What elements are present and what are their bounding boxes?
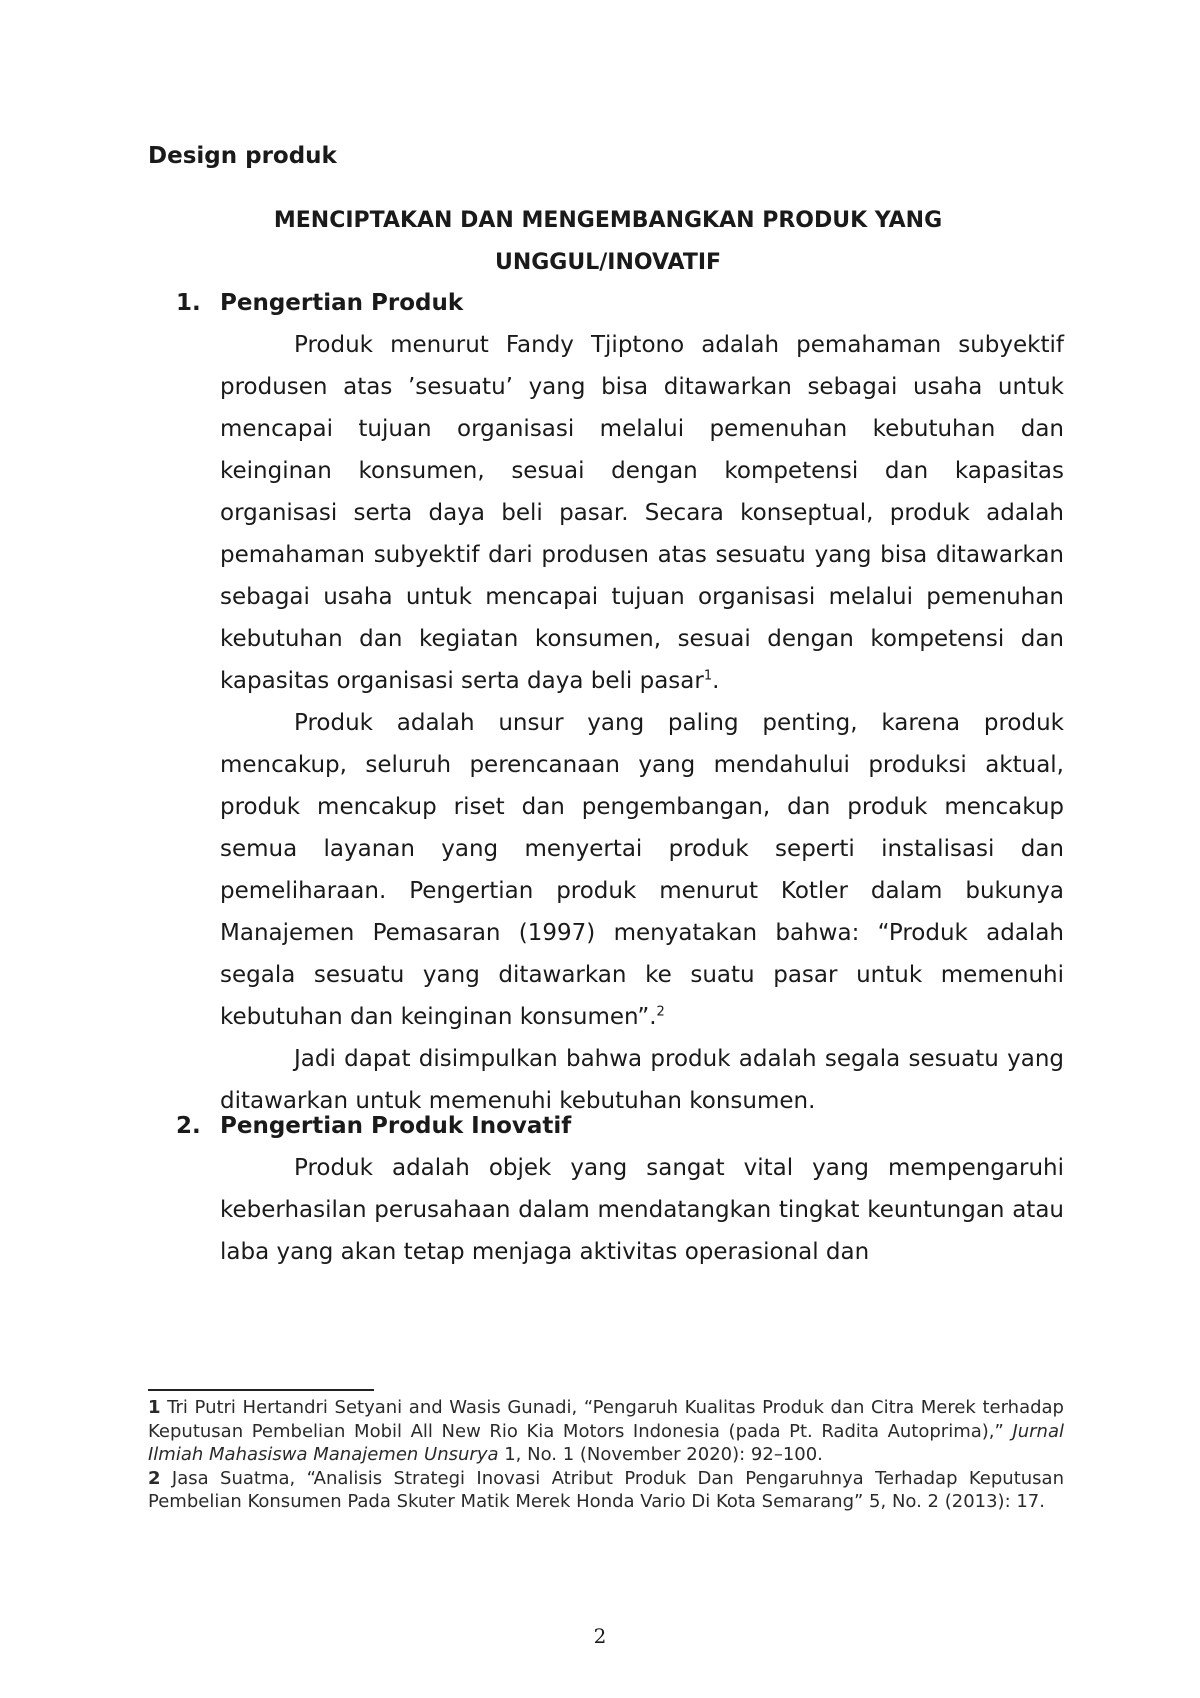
footnote-text: 1, No. 1 (November 2020): 92–100. xyxy=(504,1444,823,1466)
footnote-reference[interactable]: 1 xyxy=(703,668,713,684)
footnote-journal: Jurnal Ilmiah Mahasiswa Manajemen Unsurya xyxy=(148,1420,1064,1466)
chapter-title-line-2: UNGGUL/INOVATIF xyxy=(494,250,722,275)
section-number: 1. xyxy=(176,290,201,316)
footnote-text: Tri Putri Hertandri Setyani and Wasis Gunadi, “Pengaruh Kualitas Produk dan Citra Merek terhadap Keputusan Pembelian Mobil All New Rio Kia Motors Indonesia (pada Pt. Radita Autoprima),” xyxy=(148,1397,1064,1442)
section-heading xyxy=(176,282,1064,324)
footnote-2 xyxy=(148,1467,1064,1514)
paragraph-text: Produk menurut Fandy Tjiptono adalah pemahaman subyektif produsen atas ’sesuatu’ yang bisa ditawarkan sebagai usaha untuk mencapai tujuan organisasi melalui pemenuhan kebutuhan dan keinginan konsumen, sesuai dengan kompetensi dan kapasitas organisasi serta daya beli pasar. Secara konseptual, produk adalah pemahaman subyektif dari produsen atas sesuatu yang bisa ditawarkan sebagai usaha untuk mencapai tujuan organisasi melalui pemenuhan kebutuhan dan kegiatan konsumen, sesuai dengan kompetensi dan kapasitas organisasi serta daya beli pasar xyxy=(220,332,1064,694)
chapter-title-line-1: MENCIPTAKAN DAN MENGEMBANGKAN PRODUK YANG xyxy=(273,208,943,233)
paragraph xyxy=(220,702,1064,1038)
footnote-1 xyxy=(148,1396,1064,1467)
paragraph xyxy=(220,324,1064,702)
paragraph: Jadi dapat disimpulkan bahwa produk adalah segala sesuatu yang ditawarkan untuk memenuhi kebutuhan konsumen. xyxy=(220,1046,1064,1114)
section-pengertian-produk xyxy=(176,282,1064,1122)
footnote-separator xyxy=(148,1389,374,1391)
footnote-mark: 2 xyxy=(148,1467,161,1489)
footnote-mark: 1 xyxy=(148,1397,161,1418)
footnote-reference[interactable]: 2 xyxy=(656,1004,665,1020)
section-body xyxy=(220,324,1064,1122)
paragraph: Produk adalah objek yang sangat vital yang mempengaruhi keberhasilan perusahaan dalam mendatangkan tingkat keuntungan atau laba yang akan tetap menjaga aktivitas operasional dan xyxy=(220,1155,1064,1265)
section-body xyxy=(220,1147,1064,1273)
section-title: Pengertian Produk Inovatif xyxy=(220,1113,572,1139)
footnotes xyxy=(148,1396,1064,1514)
paragraph-text: Produk adalah unsur yang paling penting, karena produk mencakup, seluruh perencanaan yang mendahului produksi aktual, produk mencakup riset dan pengembangan, dan produk mencakup semua layanan yang menyertai produk seperti instalisasi dan pemeliharaan. Pengertian produk menurut Kotler dalam bukunya Manajemen Pemasaran (1997) menyatakan bahwa: “Produk adalah segala sesuatu yang ditawarkan ke suatu pasar untuk memenuhi kebutuhan dan keinginan konsumen”. xyxy=(220,710,1064,1030)
section-pengertian-produk-inovatif xyxy=(176,1105,1064,1273)
page-number: 2 xyxy=(593,1624,607,1648)
paragraph-end: . xyxy=(712,668,720,694)
document-heading: Design produk xyxy=(148,143,337,169)
section-title: Pengertian Produk xyxy=(220,290,464,316)
footnote-text: Jasa Suatma, “Analisis Strategi Inovasi Atribut Produk Dan Pengaruhnya Terhadap Keputusan Pembelian Konsumen Pada Skuter Matik Merek Honda Vario Di Kota Semarang” 5, No. 2 (2013): 17. xyxy=(148,1467,1064,1513)
chapter-title xyxy=(148,200,1068,284)
section-heading xyxy=(176,1105,1064,1147)
section-number: 2. xyxy=(176,1113,201,1139)
